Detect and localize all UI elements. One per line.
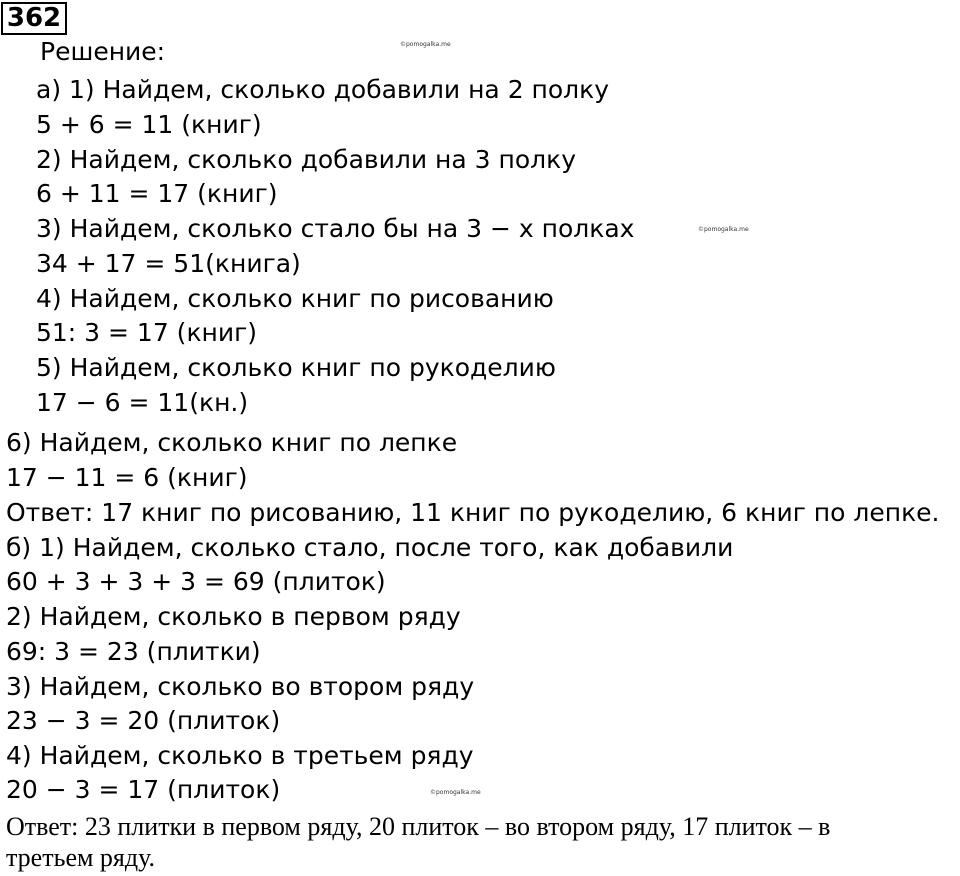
part-b-step-1: б) 1) Найдем, сколько стало, после того, как добавили [6, 533, 734, 562]
part-a-step-1: а) 1) Найдем, сколько добавили на 2 полку [36, 75, 610, 104]
problem-number-badge: 362 [1, 2, 67, 35]
equation: 17 − 11 = 6 (книг) [6, 463, 248, 492]
watermark: ©pomogalka.me [400, 41, 451, 48]
step-text: 5) Найдем, сколько книг по рукоделию [36, 353, 556, 382]
equation: 60 + 3 + 3 + 3 = 69 (плиток) [6, 567, 386, 596]
step-text: 4) Найдем, сколько в третьем ряду [6, 741, 474, 770]
step-text: 3) Найдем, сколько во втором ряду [6, 672, 475, 701]
step-text: 6) Найдем, сколько книг по лепке [6, 428, 458, 457]
step-text: 2) Найдем, сколько в первом ряду [6, 602, 461, 631]
equation: 34 + 17 = 51(книга) [36, 249, 301, 278]
step-text: 2) Найдем, сколько добавили на 3 полку [36, 145, 577, 174]
watermark: ©pomogalka.me [698, 226, 749, 233]
answer-a: Ответ: 17 книг по рисованию, 11 книг по рукоделию, 6 книг по лепке. [6, 498, 940, 527]
step-text: 3) Найдем, сколько стало бы на 3 − х полках [36, 214, 635, 243]
watermark: ©pomogalka.me [430, 789, 481, 796]
answer-b: Ответ: 23 плитки в первом ряду, 20 плиток – во втором ряду, 17 плиток – в [6, 812, 831, 841]
equation: 51: 3 = 17 (книг) [36, 318, 258, 347]
answer-b-continued: третьем ряду. [6, 843, 156, 872]
step-text: 4) Найдем, сколько книг по рисованию [36, 284, 554, 313]
equation: 6 + 11 = 17 (книг) [36, 179, 278, 208]
equation: 20 − 3 = 17 (плиток) [6, 775, 281, 804]
solution-heading: Решение: [40, 37, 166, 66]
equation: 17 − 6 = 11(кн.) [36, 388, 249, 417]
equation: 23 − 3 = 20 (плиток) [6, 706, 281, 735]
equation: 5 + 6 = 11 (книг) [36, 110, 262, 139]
equation: 69: 3 = 23 (плитки) [6, 637, 261, 666]
